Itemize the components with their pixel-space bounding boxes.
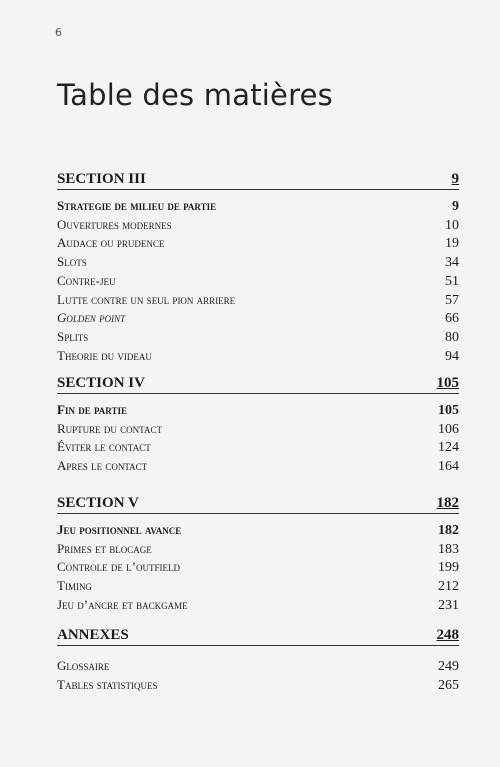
- toc-entry: [57, 309, 459, 328]
- entry-page: 106: [438, 421, 459, 437]
- toc-entry: [57, 197, 459, 216]
- toc-entry: [57, 234, 459, 253]
- section-header: [57, 627, 459, 646]
- toc-section-v: [57, 495, 459, 615]
- page-title: Table des matières: [57, 78, 333, 112]
- toc-entry: [57, 558, 459, 577]
- entry-label: Strategie de milieu de partie: [57, 198, 217, 213]
- section-page: 9: [451, 171, 459, 187]
- entry-label: Timing: [57, 578, 92, 594]
- toc-entry: [57, 253, 459, 272]
- entry-label: Éviter le contact: [57, 439, 151, 455]
- entry-page: 10: [445, 217, 459, 233]
- page-number: 6: [55, 26, 62, 39]
- section-header: [57, 375, 459, 394]
- entry-label: Jeu d’ancre et backgame: [57, 596, 188, 612]
- section-page: 182: [436, 495, 459, 511]
- entry-label: Jeu positionnel avance: [57, 522, 182, 537]
- entry-page: 212: [438, 579, 459, 595]
- entry-page: 51: [445, 273, 459, 289]
- entry-page: 9: [452, 199, 459, 214]
- entry-label: Apres le contact: [57, 458, 148, 474]
- entry-page: 183: [438, 541, 459, 557]
- toc-entry: [57, 216, 459, 235]
- entry-page: 105: [438, 403, 459, 418]
- entry-label: Tables statistiques: [57, 676, 158, 692]
- entry-label: Ouvertures modernes: [57, 216, 172, 232]
- toc-entry: [57, 521, 459, 540]
- entry-label: Primes et blocage: [57, 540, 152, 556]
- toc-entry: [57, 272, 459, 291]
- entry-page: 19: [445, 236, 459, 252]
- entry-page: 57: [445, 292, 459, 308]
- section-header: [57, 495, 459, 514]
- entry-label: Contre-jeu: [57, 272, 116, 288]
- toc-annexes: [57, 627, 459, 694]
- entry-label: Theorie du videau: [57, 347, 152, 363]
- entry-label: Glossaire: [57, 658, 110, 673]
- entry-page: 94: [445, 348, 459, 364]
- entry-page: 164: [438, 459, 459, 475]
- entry-label: Fin de partie: [57, 402, 127, 417]
- section-title: SECTION III: [57, 171, 146, 187]
- section-title: SECTION V: [57, 495, 139, 511]
- section-header: [57, 171, 459, 190]
- section-page: 248: [436, 627, 459, 643]
- toc-section-iii: [57, 171, 459, 365]
- entry-label: Slots: [57, 254, 87, 270]
- entry-page: 66: [445, 311, 459, 327]
- entry-label: Golden point: [57, 310, 126, 326]
- toc-entry: [57, 676, 459, 695]
- entry-label: Lutte contre un seul pion arriere: [57, 291, 236, 307]
- toc-section-iv: [57, 375, 459, 476]
- entry-label: Splits: [57, 328, 89, 344]
- toc-entry: [57, 577, 459, 596]
- entry-page: 265: [438, 677, 459, 693]
- toc-entry: [57, 540, 459, 559]
- entry-label: Audace ou prudence: [57, 235, 165, 251]
- section-page: 105: [436, 375, 459, 391]
- entry-page: 199: [438, 560, 459, 576]
- toc-entry: [57, 328, 459, 347]
- toc-entry: [57, 596, 459, 615]
- entry-page: 249: [438, 659, 459, 674]
- toc-entry: [57, 401, 459, 420]
- toc-entry: [57, 291, 459, 310]
- section-title: ANNEXES: [57, 627, 129, 643]
- entry-page: 80: [445, 329, 459, 345]
- entry-label: Rupture du contact: [57, 420, 162, 436]
- toc-entry: [57, 457, 459, 476]
- toc-entry: [57, 347, 459, 366]
- entry-label: Controle de l’outfield: [57, 559, 180, 575]
- entry-page: 182: [438, 523, 459, 538]
- toc-entry: [57, 420, 459, 439]
- toc-entry: [57, 657, 459, 676]
- entry-page: 231: [438, 597, 459, 613]
- section-title: SECTION IV: [57, 375, 145, 391]
- entry-page: 34: [445, 255, 459, 271]
- toc-entry: [57, 438, 459, 457]
- entry-page: 124: [438, 440, 459, 456]
